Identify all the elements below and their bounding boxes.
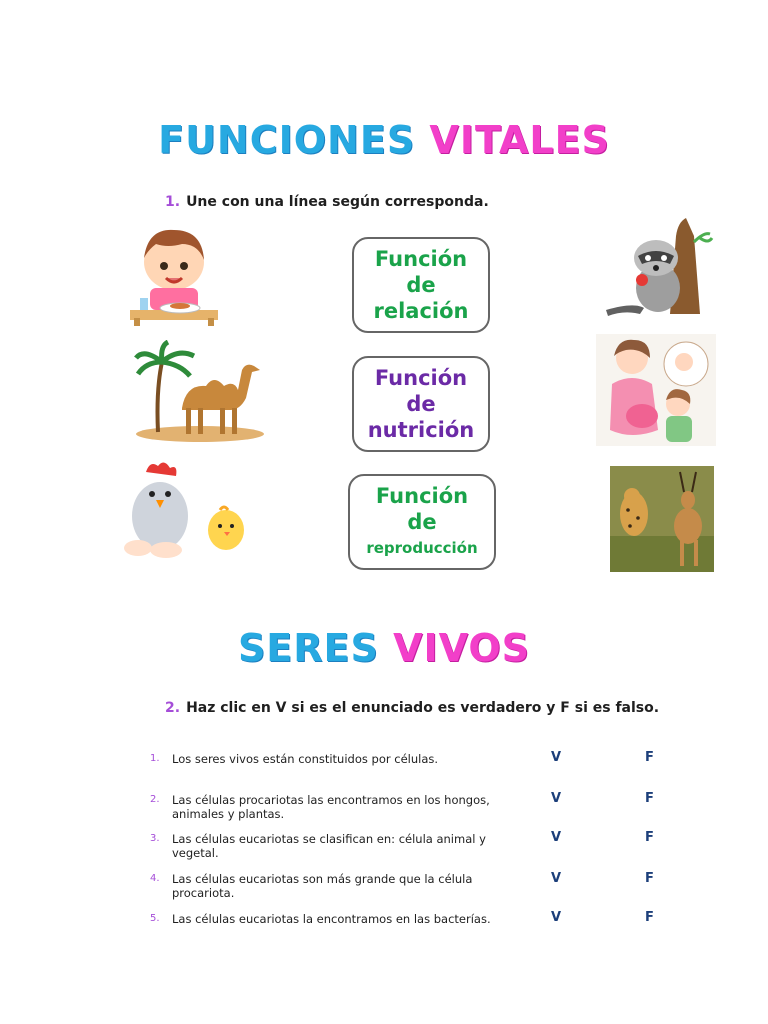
instruction-1 xyxy=(165,194,489,210)
instruction-2 xyxy=(165,700,659,716)
box-line-2: de xyxy=(407,510,437,534)
true-button[interactable]: V xyxy=(551,830,562,845)
box-line-3: nutrición xyxy=(367,418,475,442)
instruction-text: Haz clic en V si es el enunciado es verdadero y F si es falso. xyxy=(186,700,660,716)
camel-palm-icon xyxy=(134,340,266,444)
hen-chick-icon xyxy=(120,456,248,558)
title-word-1: FUNCIONES xyxy=(158,118,416,162)
pregnant-mother-icon xyxy=(596,334,716,446)
function-box-reproduccion[interactable] xyxy=(348,474,496,570)
statement-text: Las células eucariotas son más grande que la célula procariota. xyxy=(172,872,473,900)
function-box-relacion[interactable] xyxy=(352,237,490,333)
false-button[interactable]: F xyxy=(645,750,654,765)
true-button[interactable]: V xyxy=(551,791,562,806)
box-line-1: Función xyxy=(374,366,468,390)
statement-text: Los seres vivos están constituidos por células. xyxy=(172,752,439,766)
instruction-text: Une con una línea según corresponda. xyxy=(186,194,489,210)
statement-text: Las células procariotas las encontramos en los hongos, animales y plantas. xyxy=(172,793,490,821)
instruction-number: 1. xyxy=(165,194,181,210)
true-button[interactable]: V xyxy=(551,750,562,765)
title-word-2: VIVOS xyxy=(393,626,531,670)
false-button[interactable]: F xyxy=(645,791,654,806)
statement-text: Las células eucariotas la encontramos en las bacterías. xyxy=(172,912,491,926)
box-line-2: de xyxy=(406,273,436,297)
page-title-funciones-vitales xyxy=(0,118,768,162)
statement-number: 5. xyxy=(150,913,160,924)
child-eating-icon xyxy=(128,222,220,328)
statement-text: Las células eucariotas se clasifican en: célula animal y vegetal. xyxy=(172,832,486,860)
page-title-seres-vivos xyxy=(0,626,768,670)
raccoon-icon xyxy=(604,216,714,316)
cheetah-gazelle-icon xyxy=(610,466,714,572)
statement-number: 4. xyxy=(150,873,160,884)
title-word-1: SERES xyxy=(237,626,379,670)
box-line-3: relación xyxy=(373,299,469,323)
box-line-3: reproducción xyxy=(366,539,478,557)
statement-number: 3. xyxy=(150,833,160,844)
statement-number: 2. xyxy=(150,794,160,805)
instruction-number: 2. xyxy=(165,700,181,716)
title-word-2: VITALES xyxy=(429,118,610,162)
false-button[interactable]: F xyxy=(645,910,654,925)
box-line-2: de xyxy=(406,392,436,416)
true-button[interactable]: V xyxy=(551,871,562,886)
function-box-nutricion[interactable] xyxy=(352,356,490,452)
box-line-1: Función xyxy=(374,247,468,271)
false-button[interactable]: F xyxy=(645,830,654,845)
box-line-1: Función xyxy=(375,484,469,508)
true-button[interactable]: V xyxy=(551,910,562,925)
statement-number: 1. xyxy=(150,753,160,764)
false-button[interactable]: F xyxy=(645,871,654,886)
